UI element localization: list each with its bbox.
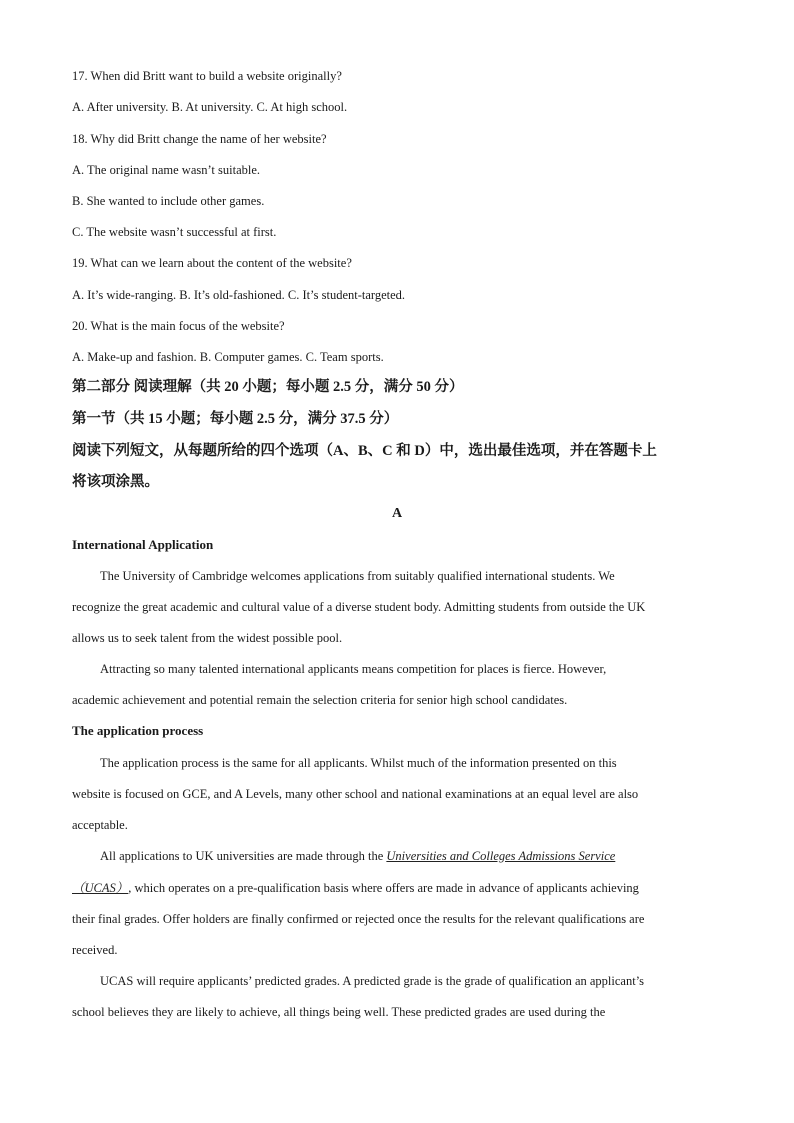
passage-title-international: International Application [72,537,214,552]
paragraph-1-line-3: allows us to seek talent from the widest possible pool. [72,631,343,645]
paragraph-4-line-1 [100,848,615,864]
question-19: 19. What can we learn about the content of the website? [72,256,352,270]
question-20-options: A. Make-up and fashion. B. Computer games. C. Team sports. [72,350,384,364]
paragraph-1-line-2: recognize the great academic and cultural value of a diverse student body. Admitting students from outside the UK [72,600,646,614]
question-18-option-a: A. The original name wasn’t suitable. [72,163,261,177]
instruction-line-1: 阅读下列短文，从每题所给的四个选项（A、B、C 和 D）中，选出最佳选项，并在答题卡上 [72,443,657,459]
section-one-heading: 第一节（共 15 小题；每小题 2.5 分，满分 37.5 分） [72,411,399,427]
paragraph-5-line-2: school believes they are likely to achieve, all things being well. These predicted grades are used during the [72,1005,606,1019]
paragraph-3-line-3: acceptable. [72,818,128,832]
paragraph-4-text-cont: , which operates on a pre-qualification basis where offers are made in advance of applicants achieving [128,881,639,895]
question-17: 17. When did Britt want to build a website originally? [72,69,342,83]
paragraph-3-line-1: The application process is the same for all applicants. Whilst much of the information presented on this [100,756,617,770]
question-20: 20. What is the main focus of the website? [72,319,285,333]
ucas-abbrev-link[interactable]: （UCAS） [72,881,129,895]
question-18-option-c: C. The website wasn’t successful at first. [72,225,277,239]
paragraph-2-line-2: academic achievement and potential remain the selection criteria for senior high school candidates. [72,693,568,707]
paragraph-4-text: All applications to UK universities are made through the [100,849,387,863]
passage-title-process: The application process [72,723,204,738]
paragraph-4-line-3: their final grades. Offer holders are finally confirmed or rejected once the results for the relevant qualifications are [72,912,645,926]
paragraph-3-line-2: website is focused on GCE, and A Levels, many other school and national examinations at an equal level are also [72,787,639,801]
part-two-heading: 第二部分 阅读理解（共 20 小题；每小题 2.5 分，满分 50 分） [72,379,464,395]
passage-letter: A [391,506,403,521]
paragraph-5-line-1: UCAS will require applicants’ predicted grades. A predicted grade is the grade of qualification an applicant’s [100,974,645,988]
ucas-link[interactable]: Universities and Colleges Admissions Service [386,849,616,863]
paragraph-4-line-2 [72,880,639,896]
instruction-line-2: 将该项涂黑。 [72,474,159,490]
paragraph-1-line-1: The University of Cambridge welcomes applications from suitably qualified international students. We [100,569,615,583]
paragraph-2-line-1: Attracting so many talented international applicants means competition for places is fierce. However, [100,662,607,676]
question-19-options: A. It’s wide-ranging. B. It’s old-fashioned. C. It’s student-targeted. [72,288,406,302]
question-18: 18. Why did Britt change the name of her website? [72,132,327,146]
paragraph-4-line-4: received. [72,943,118,957]
question-17-options: A. After university. B. At university. C. At high school. [72,100,348,114]
question-18-option-b: B. She wanted to include other games. [72,194,265,208]
